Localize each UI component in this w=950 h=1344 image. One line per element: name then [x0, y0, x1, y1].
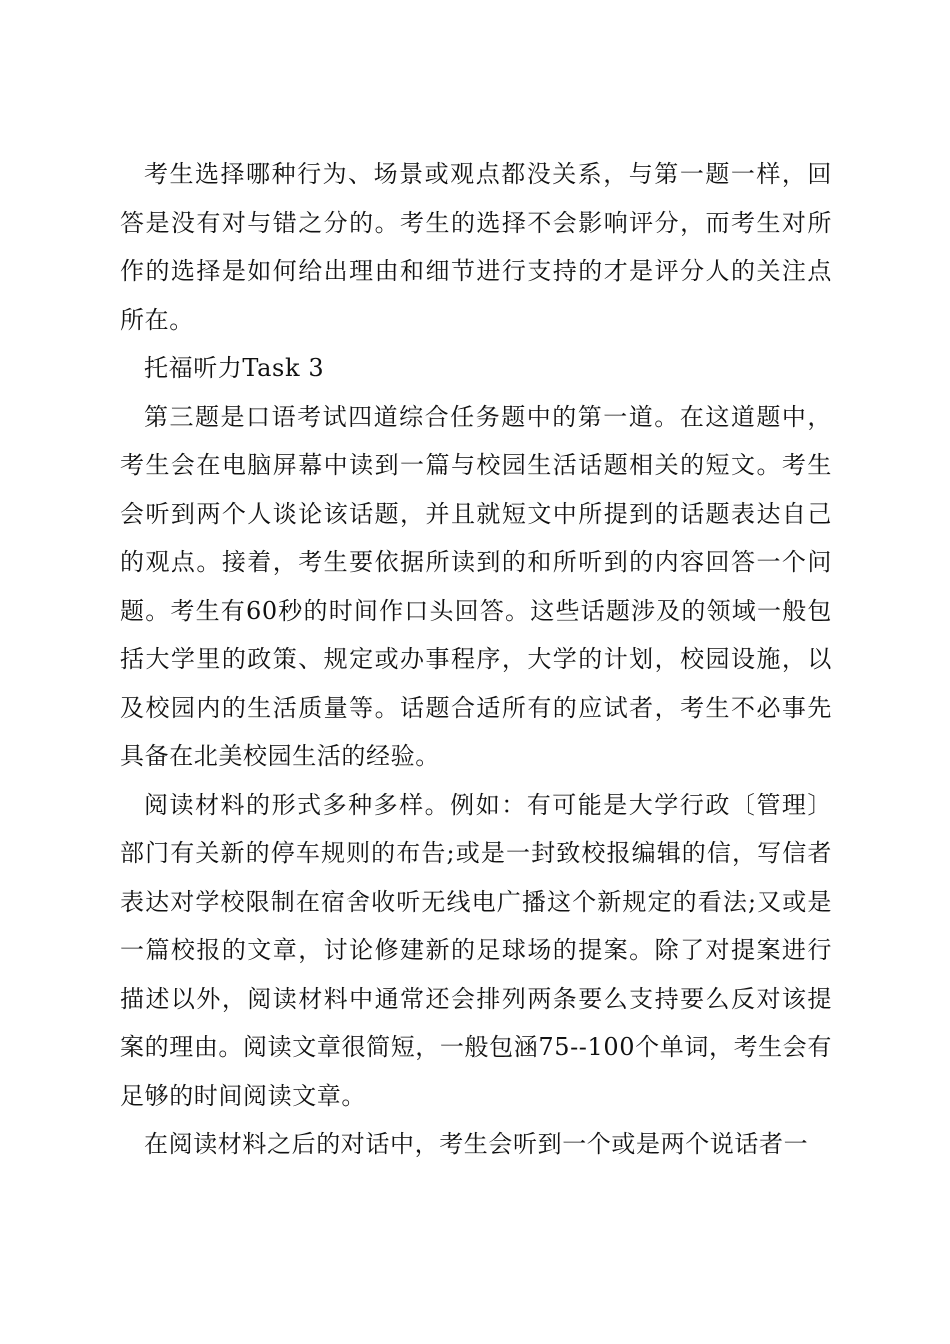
paragraph-reading-material: 阅读材料的形式多种多样。例如：有可能是大学行政〔管理〕部门有关新的停车规则的布告;或是一封致校报编辑的信，写信者表达对学校限制在宿舍收听无线电广播这个新规定的看法;又或是一篇校报的文章，讨论修建新的足球场的提案。除了对提案进行描述以外，阅读材料中通常还会排列两条要么支持要么反对该提案的理由。阅读文章很简短，一般包涵75--100个单词，考生会有足够的时间阅读文章。 — [120, 790, 832, 1110]
paragraph-choice-note: 考生选择哪种行为、场景或观点都没关系，与第一题一样，回答是没有对与错之分的。考生的选择不会影响评分，而考生对所作的选择是如何给出理由和细节进行支持的才是评分人的关注点所在。 — [120, 160, 832, 334]
section-heading-task-3: 托福听力Task 3 — [144, 354, 325, 382]
paragraph-task-3-intro: 第三题是口语考试四道综合任务题中的第一道。在这道题中，考生会在电脑屏幕中读到一篇与校园生活话题相关的短文。考生会听到两个人谈论该话题，并且就短文中所提到的话题表达自己的观点。接着，考生要依据所读到的和所听到的内容回答一个问题。考生有60秒的时间作口头回答。这些话题涉及的领域一般包括大学里的政策、规定或办事程序，大学的计划，校园设施，以及校园内的生活质量等。话题合适所有的应试者，考生不必事先具备在北美校园生活的经验。 — [120, 402, 832, 770]
paragraph-conversation: 在阅读材料之后的对话中，考生会听到一个或是两个说话者一 — [144, 1130, 809, 1158]
document-body — [120, 150, 832, 1169]
